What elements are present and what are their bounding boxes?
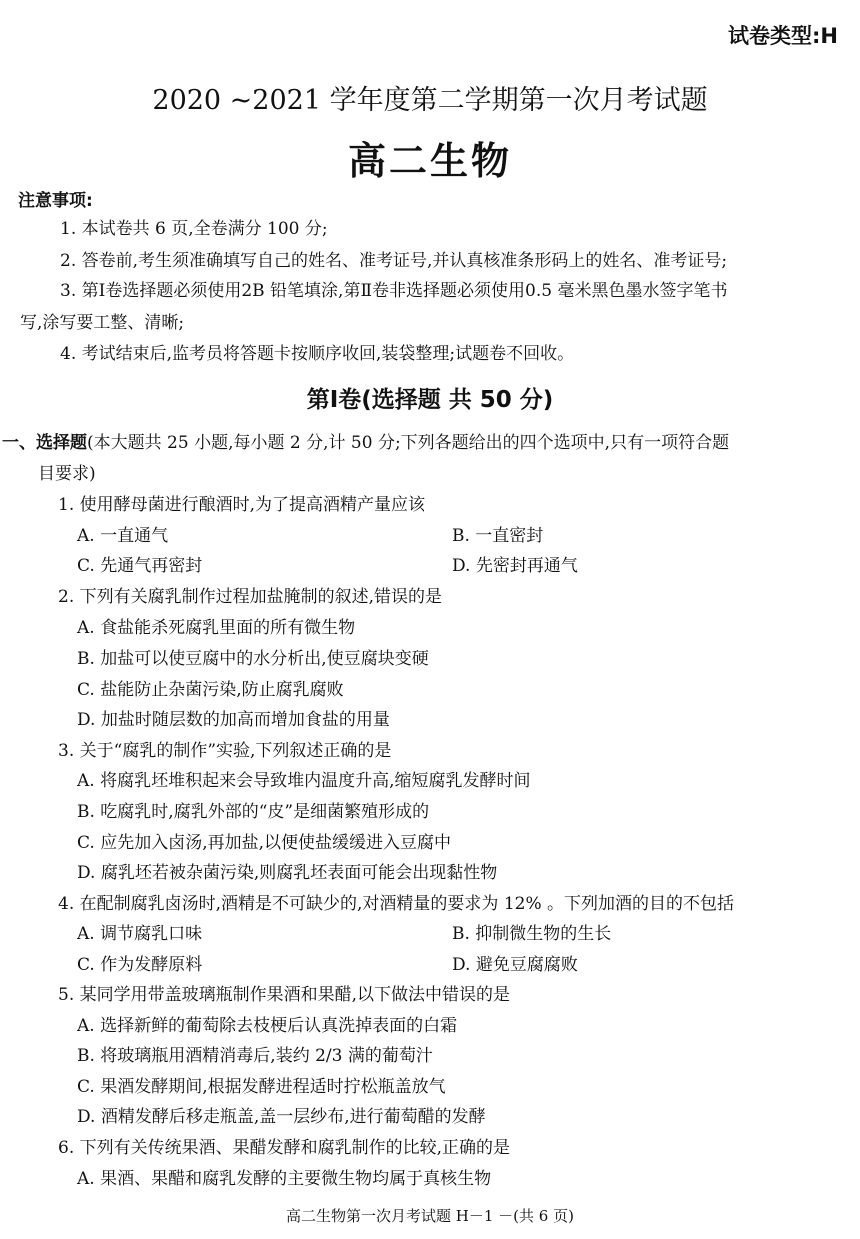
exam-type-label: 试卷类型:H [728,24,838,48]
page-footer: 高二生物第一次月考试题 H－1 －(共 6 页) [286,1207,574,1225]
notice-item-3-cont: 写,涂写要工整、清晰; [20,313,185,333]
q2-option-c: C. 盐能防止杂菌污染,防止腐乳腐败 [77,680,344,700]
part-description-cont: 目要求) [38,464,96,484]
notice-item-4: 4. 考试结束后,监考员将答题卡按顺序收回,装袋整理;试题卷不回收。 [60,344,575,364]
q4-option-c: C. 作为发酵原料 [77,955,203,975]
q1-option-b: B. 一直密封 [452,526,544,546]
q3-option-c: C. 应先加入卤汤,再加盐,以便使盐缓缓进入豆腐中 [77,833,452,853]
q4-stem: 4. 在配制腐乳卤汤时,酒精是不可缺少的,对酒精量的要求为 12% 。下列加酒的目的不包括 [58,894,735,914]
q3-option-b: B. 吃腐乳时,腐乳外部的“皮”是细菌繁殖形成的 [77,802,430,822]
q1-option-c: C. 先通气再密封 [77,556,203,576]
part-description: (本大题共 25 小题,每小题 2 分,计 50 分;下列各题给出的四个选项中,只有一项符合题 [87,433,730,453]
notice-item-1: 1. 本试卷共 6 页,全卷满分 100 分; [60,219,328,239]
section-title: 第Ⅰ卷(选择题 共 50 分) [306,387,554,413]
q4-option-a: A. 调节腐乳口味 [77,924,203,944]
q3-option-d: D. 腐乳坯若被杂菌污染,则腐乳坯表面可能会出现黏性物 [77,863,498,883]
q2-option-d: D. 加盐时随层数的加高而增加食盐的用量 [77,710,390,730]
q6-option-a: A. 果酒、果醋和腐乳发酵的主要微生物均属于真核生物 [77,1169,492,1189]
notice-item-3: 3. 第Ⅰ卷选择题必须使用2B 铅笔填涂,第Ⅱ卷非选择题必须使用0.5 毫米黑色墨水签字笔书 [60,281,728,301]
q1-stem: 1. 使用酵母菌进行酿酒时,为了提高酒精产量应该 [58,495,426,515]
q5-option-c: C. 果酒发酵期间,根据发酵进程适时拧松瓶盖放气 [77,1077,446,1097]
exam-title: 2020 ~2021 学年度第二学期第一次月考试题 [152,85,708,116]
q4-option-b: B. 抑制微生物的生长 [452,924,612,944]
q3-option-a: A. 将腐乳坯堆积起来会导致堆内温度升高,缩短腐乳发酵时间 [77,771,531,791]
notice-item-2: 2. 答卷前,考生须准确填写自己的姓名、准考证号,并认真核准条形码上的姓名、准考证号; [60,251,728,271]
q4-option-d: D. 避免豆腐腐败 [452,955,578,975]
q3-stem: 3. 关于“腐乳的制作”实验,下列叙述正确的是 [58,741,392,761]
part-heading-label: 一、选择题 [2,433,87,453]
q5-option-d: D. 酒精发酵后移走瓶盖,盖一层纱布,进行葡萄醋的发酵 [77,1107,486,1127]
q5-stem: 5. 某同学用带盖玻璃瓶制作果酒和果醋,以下做法中错误的是 [58,985,511,1005]
subject-title: 高二生物 [347,139,512,183]
q2-option-b: B. 加盐可以使豆腐中的水分析出,使豆腐块变硬 [77,649,429,669]
q1-option-a: A. 一直通气 [77,526,169,546]
q1-option-d: D. 先密封再通气 [452,556,578,576]
notice-title: 注意事项: [18,191,93,211]
q2-option-a: A. 食盐能杀死腐乳里面的所有微生物 [77,618,356,638]
q6-stem: 6. 下列有关传统果酒、果醋发酵和腐乳制作的比较,正确的是 [58,1138,511,1158]
q2-stem: 2. 下列有关腐乳制作过程加盐腌制的叙述,错误的是 [58,587,443,607]
q5-option-b: B. 将玻璃瓶用酒精消毒后,装约 2/3 满的葡萄汁 [77,1046,433,1066]
part-heading [2,428,729,453]
q5-option-a: A. 选择新鲜的葡萄除去枝梗后认真洗掉表面的白霜 [77,1016,458,1036]
